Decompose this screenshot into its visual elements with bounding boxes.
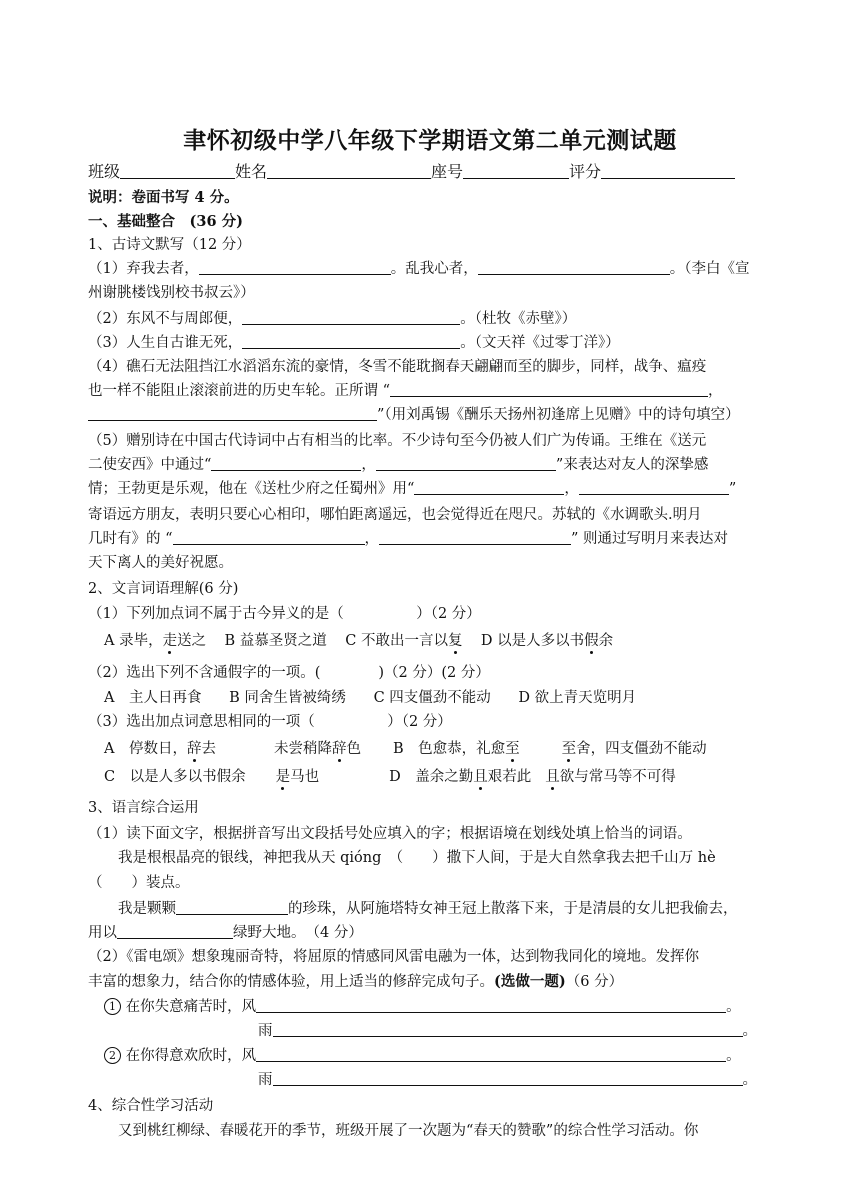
blank[interactable] <box>199 260 391 275</box>
blank[interactable] <box>376 456 556 471</box>
period: 。 <box>742 1072 757 1088</box>
dotted-char: 至 <box>505 741 520 757</box>
blank[interactable] <box>579 480 729 495</box>
q3-part1: （1）读下面文字，根据拼音写出文段括号处应填入的字；根据语境在划线处填上恰当的词语。 <box>88 826 692 842</box>
q3-part1-line1: 我是根根晶亮的银线，神把我从天 qióng （ ）撒下人间，于是大自然拿我去把千山万 hè <box>118 850 716 866</box>
comma: ， <box>364 531 380 547</box>
option-a-text: A 录毕， <box>104 633 163 649</box>
q2-title: 2、文言词语理解(6 分) <box>88 581 239 597</box>
q1-item4-line3 <box>88 406 768 425</box>
option-a[interactable]: A 主人日再食 <box>104 690 202 706</box>
text: 在你得意欢欣时，风 <box>125 1048 257 1064</box>
period: 。 <box>742 1023 757 1039</box>
dotted-char: 辞 <box>331 741 347 757</box>
option-a[interactable] <box>104 633 206 649</box>
q2-part3-row1 <box>104 740 784 759</box>
q1-item1-text: （1）弃我去者， <box>88 261 199 277</box>
blank[interactable] <box>414 480 564 495</box>
period: 。 <box>726 1048 741 1064</box>
blank[interactable] <box>379 530 571 545</box>
dotted-char: 辞 <box>186 741 202 757</box>
text: （6 分） <box>565 974 624 990</box>
option-c[interactable]: C 四支僵劲不能动 <box>373 690 491 706</box>
seat-label: 座号 <box>431 162 464 181</box>
text: 用以 <box>88 925 117 941</box>
score-label: 评分 <box>569 162 602 181</box>
option-c[interactable] <box>345 633 462 649</box>
q1-item1-cont: 州谢朓楼饯别校书叔云》） <box>88 285 255 301</box>
q1-item1 <box>88 260 768 279</box>
q3-part1-line2: （ ）装点。 <box>88 875 190 891</box>
option-a-pair <box>274 741 361 757</box>
q1-item4-text: 也一样不能阻止滚滚前进的历史车轮。正所谓 “ <box>88 383 391 399</box>
comma: ， <box>564 481 579 497</box>
class-field[interactable] <box>120 162 235 179</box>
option-d-end: 艰若此 <box>487 769 532 785</box>
q1-item5-line3 <box>88 480 768 499</box>
q1-item5-line1: （5）赠别诗在中国古代诗词中占有相当的比率。不少诗句至今仍被人们广为传诵。王维在《送元 <box>88 433 707 449</box>
blank[interactable] <box>176 900 288 915</box>
pair-text: 未尝稍降 <box>273 741 332 757</box>
q1-item3-source: 。（文天祥《过零丁洋》） <box>460 335 620 351</box>
option-b-text: B 色愈恭，礼愈 <box>392 741 506 757</box>
text: 雨 <box>258 1072 273 1088</box>
q3-choice2-wind <box>104 1047 784 1066</box>
blank[interactable] <box>117 924 233 939</box>
q1-item2-text: （2）东风不与周郎便， <box>88 311 243 327</box>
name-label: 姓名 <box>235 162 268 181</box>
text: 雨 <box>258 1023 273 1039</box>
option-a-end: 送之 <box>177 633 207 649</box>
part1-heading: 一、基础整合 (36 分) <box>88 213 243 230</box>
q2-part3: （3）选出加点词意思相同的一项（ ）（2 分） <box>88 714 452 730</box>
quote: ” <box>728 481 737 497</box>
q2-part2: （2）选出下列不含通假字的一项。( )（2 分）(2 分） <box>88 665 490 681</box>
dotted-char: 走 <box>162 633 178 649</box>
q2-part2-options <box>104 689 784 708</box>
q1-item1-source: 。（李白《宣 <box>669 261 750 277</box>
pair-end: 色 <box>346 741 361 757</box>
blank[interactable] <box>256 998 726 1013</box>
text: 我是颗颗 <box>118 901 176 917</box>
q2-part3-row2 <box>104 768 784 787</box>
blank[interactable] <box>211 456 361 471</box>
q3-part1-line3 <box>118 900 798 919</box>
q1-item5-text3: 几时有》的 “ <box>88 531 173 547</box>
blank[interactable] <box>88 406 377 421</box>
option-d-end: 余 <box>598 633 614 649</box>
option-c-text: C 不敢出一言以 <box>345 633 448 649</box>
q1-item5-text: 二使安西》中通过“ <box>88 457 212 473</box>
class-label: 班级 <box>88 162 121 181</box>
option-c-pair <box>276 769 320 785</box>
blank[interactable] <box>173 530 365 545</box>
option-a[interactable] <box>104 741 216 757</box>
option-b[interactable]: B 益慕圣贤之道 <box>224 633 327 649</box>
note: 说明：卷面书写 4 分。 <box>88 189 239 206</box>
q3-title: 3、语言综合运用 <box>88 800 199 816</box>
page-title: 聿怀初级中学八年级下学期语文第二单元测试题 <box>183 128 677 154</box>
blank[interactable] <box>256 1047 726 1062</box>
option-d[interactable] <box>481 633 613 649</box>
q1-item5-cont2: ” 则通过写明月来表达对 <box>571 531 729 547</box>
q1-item5-line5 <box>88 530 768 549</box>
option-c[interactable]: C 以是人多以书假余 <box>104 769 246 785</box>
option-b[interactable] <box>393 741 520 757</box>
comma: ， <box>708 383 723 399</box>
option-b[interactable]: B 同舍生皆被绮绣 <box>229 690 346 706</box>
comma: ， <box>361 457 376 473</box>
q1-item5-line2 <box>88 456 768 475</box>
q3-part2-line2 <box>88 972 768 992</box>
dotted-char: 是 <box>275 769 291 785</box>
q4-title: 4、综合性学习活动 <box>88 1098 214 1114</box>
q3-choice1-rain <box>258 1022 860 1041</box>
q1-item5-line4: 寄语远方朋友，表明只要心心相印，哪怕距离遥远，也会觉得近在咫尺。苏轼的《水调歌头.明月 <box>88 507 702 523</box>
dotted-char: 复 <box>447 633 463 649</box>
option-d[interactable]: D 欲上青天览明月 <box>518 690 637 706</box>
option-d[interactable] <box>389 769 531 785</box>
period: 。 <box>726 999 741 1015</box>
pair-end: 欲与常马等不可得 <box>559 769 676 785</box>
q2-part1-options <box>104 632 784 651</box>
option-b-pair <box>562 741 707 757</box>
q3-part1-line4 <box>88 924 768 943</box>
blank[interactable] <box>242 334 460 349</box>
choice-number: 2 <box>104 1047 121 1064</box>
q1-item4-source: ”（用刘禹锡《酬乐天扬州初逢席上见赠》中的诗句填空） <box>377 407 740 423</box>
q3-choice1-wind <box>104 998 784 1017</box>
blank[interactable] <box>242 310 460 325</box>
q1-item5-line6: 天下离人的美好祝愿。 <box>88 555 233 571</box>
q1-item2 <box>88 310 768 329</box>
seat-field[interactable] <box>463 162 569 179</box>
q2-part1: （1）下列加点词不属于古今异义的是（ ）（2 分） <box>88 606 481 622</box>
dotted-char: 且 <box>473 769 488 785</box>
q1-item5-text2: 情；王勃更是乐观，他在《送杜少府之任蜀州》用“ <box>88 481 415 497</box>
q1-item1-mid: 。乱我心者， <box>390 261 478 277</box>
q1-item2-source: 。（杜牧《赤壁》） <box>460 311 577 327</box>
q3-part2-line1: （2）《雷电颂》想象瑰丽奇特，将屈原的情感同风雷电融为一体，达到物我同化的境地。发挥你 <box>88 949 699 965</box>
q1-item3-text: （3）人生自古谁无死， <box>88 335 243 351</box>
q1-title: 1、古诗文默写（12 分） <box>88 237 251 253</box>
q1-item4-line1: （4）礁石无法阻挡江水滔滔东流的豪情，冬雪不能耽搁春天翩翩而至的脚步，同样，战争、瘟疫 <box>88 359 707 375</box>
q3-choice2-rain <box>258 1071 860 1090</box>
q1-item4-line2 <box>88 382 768 401</box>
q1-item3 <box>88 334 768 353</box>
dotted-char: 且 <box>545 769 560 785</box>
blank[interactable] <box>478 260 670 275</box>
pair-end: 马也 <box>290 769 320 785</box>
choice-number: 1 <box>104 998 121 1015</box>
blank[interactable] <box>273 1022 743 1037</box>
q4-para1: 又到桃红柳绿、春暖花开的季节，班级开展了一次题为“春天的赞歌”的综合性学习活动。你 <box>118 1123 699 1139</box>
text: 绿野大地。 （4 分） <box>233 925 363 941</box>
text: 在你失意痛苦时，风 <box>125 999 257 1015</box>
text: 的珍珠，从阿施塔特女神王冠上散落下来，于是清晨的女儿把我偷去， <box>288 901 738 917</box>
option-d-text: D 以是人多以书 <box>480 633 585 649</box>
q1-item5-cont: ”来表达对友人的深挚感 <box>555 457 709 473</box>
student-info-line <box>88 162 768 182</box>
name-field[interactable] <box>267 162 431 179</box>
blank[interactable] <box>390 382 708 397</box>
pair-end: 舍，四支僵劲不能动 <box>576 741 707 757</box>
text: 丰富的想象力，结合你的情感体验，用上适当的修辞完成句子。 <box>88 974 494 990</box>
choose-one-note: (选做一题) <box>494 973 566 990</box>
score-field[interactable] <box>601 162 735 179</box>
option-a-end: 去 <box>201 741 216 757</box>
option-a-text: A 停数日， <box>104 741 187 757</box>
blank[interactable] <box>273 1071 743 1086</box>
dotted-char: 至 <box>561 741 577 757</box>
option-d-text: D 盖余之勤 <box>389 769 474 785</box>
option-d-pair <box>545 769 676 785</box>
dotted-char: 假 <box>584 633 599 649</box>
